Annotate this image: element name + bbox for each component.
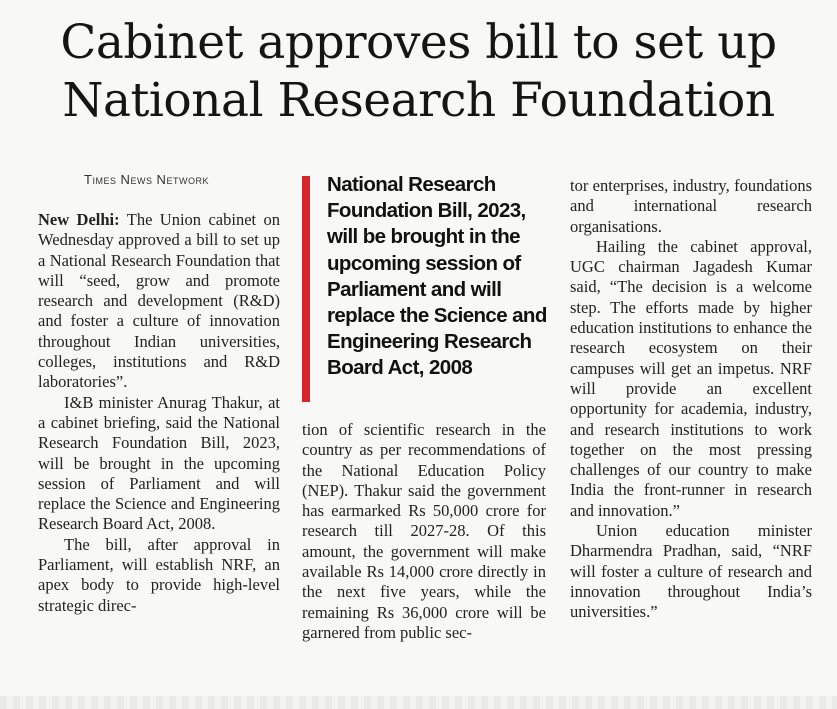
next-article-edge: [0, 696, 837, 709]
headline-line-1: Cabinet approves bill to set up: [60, 15, 777, 70]
byline: Times News Network: [84, 172, 209, 187]
pullquote: National Research Foundation Bill, 2023, will be brought in the upcoming session of Parliament and will replace the Science and Engineering Research Board Act, 2008: [327, 173, 547, 380]
column-2: [302, 420, 546, 643]
paragraph-funding: tion of scientific research in the country as per recommendations of the National Education Policy (NEP). Thakur said the government has earmarked Rs 50,000 crore for research till 2027-28. Of this amount, the government will make available Rs 14,000 crore directly in the next five years, while the remaining Rs 36,000 crore will be garnered from public sec-: [302, 420, 546, 642]
paragraph-education-minister-quote: Union education minister Dharmendra Pradhan, said, “NRF will foster a culture of research and innovation throughout India’s universities.”: [570, 521, 812, 622]
headline-line-2: National Research Foundation: [62, 73, 775, 128]
headline: [0, 14, 837, 130]
column-1: [38, 210, 280, 616]
paragraph-lead-text: The Union cabinet on Wednesday approved a bill to set up a National Research Foundation that will “seed, grow and promote research and development (R&D) and foster a culture of innovation throughout Indian universities, colleges, institutions and R&D laboratories”.: [38, 210, 281, 392]
pullquote-accent-rule: [302, 176, 310, 402]
column-3: [570, 176, 812, 623]
paragraph-ugc-chairman-quote: Hailing the cabinet approval, UGC chairman Jagadesh Kumar said, “The decision is a welcome step. The efforts made by higher education institutions to enhance the research ecosystem on their campuses will get an impetus. NRF will provide an excellent opportunity for academia, industry, and research institutions to work together on the most pressing challenges of our country to make India the front-runner in research and innovation.”: [570, 236, 812, 520]
paragraph-bill-approval: The bill, after approval in Parliament, will establish NRF, an apex body to provide high-level strategic direc-: [38, 534, 280, 615]
dateline: New Delhi:: [38, 210, 120, 229]
paragraph-thakur-briefing: I&B minister Anurag Thakur, at a cabinet briefing, said the National Research Foundation Bill, 2023, will be brought in the upcoming session of Parliament and will replace the Science and Engineering Research Board Act, 2008.: [38, 392, 280, 534]
paragraph-lead: [38, 210, 280, 393]
paragraph-funding-continued: tor enterprises, industry, foundations and international research organisations.: [570, 176, 812, 236]
